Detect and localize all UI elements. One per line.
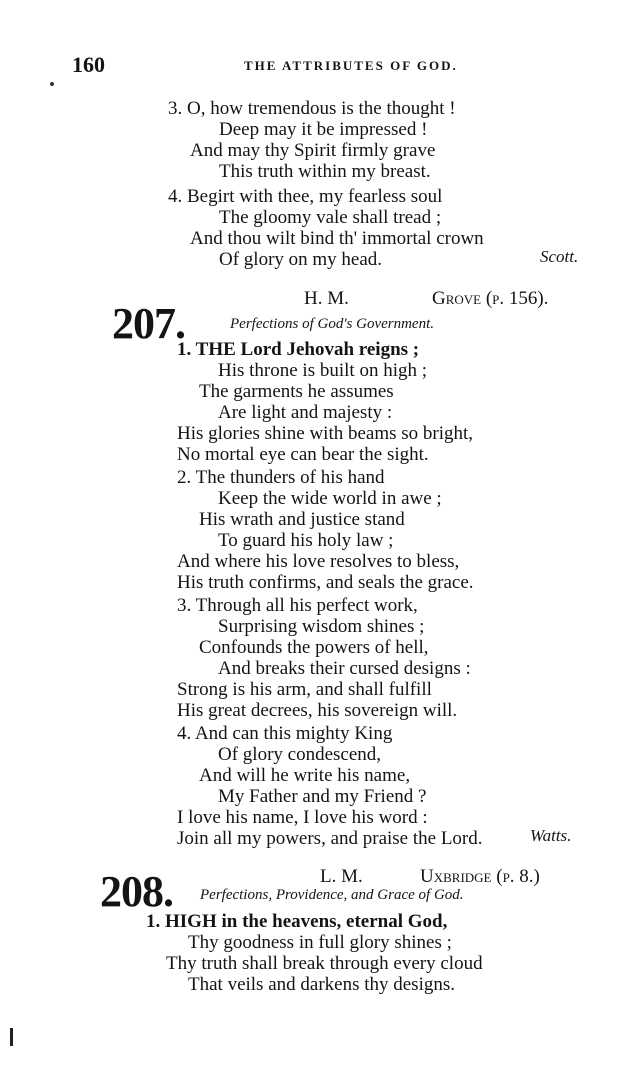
hymn-subtitle: Perfections of God's Government. (230, 316, 435, 332)
hymn-meter: H. M. (304, 288, 349, 309)
margin-mark (10, 1028, 13, 1046)
verse-line: Thy truth shall break through every cloud (166, 953, 483, 974)
hymn-tune: Uxbridge (p. 8.) (420, 866, 540, 887)
author-attribution: Scott. (540, 247, 579, 266)
verse-line: 1. HIGH in the heavens, eternal God, (146, 911, 448, 932)
verse-line: 4. And can this mighty King (177, 723, 393, 744)
verse-line: 3. O, how tremendous is the thought ! (168, 98, 456, 119)
verse-line: 4. Begirt with thee, my fearless soul (168, 186, 443, 207)
hymn-number: 208. (100, 867, 173, 916)
verse-line: My Father and my Friend ? (218, 786, 427, 807)
verse-line: The garments he assumes (199, 381, 394, 402)
verse-line: Of glory on my head. (219, 249, 383, 270)
author-attribution: Watts. (530, 826, 572, 845)
verse-line: I love his name, I love his word : (177, 807, 428, 828)
verse-line: That veils and darkens thy designs. (188, 974, 456, 995)
verse-line: His wrath and justice stand (199, 509, 405, 530)
verse-line: And breaks their cursed designs : (218, 658, 471, 679)
verse-line: Keep the wide world in awe ; (218, 488, 442, 509)
verse-line: Confounds the powers of hell, (199, 637, 429, 658)
verse-line: And where his love resolves to bless, (177, 551, 460, 572)
verse-line: No mortal eye can bear the sight. (177, 444, 429, 465)
verse-line: His throne is built on high ; (218, 360, 427, 381)
verse-line: Thy goodness in full glory shines ; (188, 932, 452, 953)
verse-line: His glories shine with beams so bright, (177, 423, 474, 444)
verse-line: Join all my powers, and praise the Lord. (177, 828, 483, 849)
verse-line: And thou wilt bind th' immortal crown (190, 228, 484, 249)
verse-line: Strong is his arm, and shall fulfill (177, 679, 432, 700)
verse-line: Surprising wisdom shines ; (218, 616, 425, 637)
verse-line: To guard his holy law ; (218, 530, 394, 551)
verse-line: Deep may it be impressed ! (219, 119, 428, 140)
verse-line: The gloomy vale shall tread ; (219, 207, 442, 228)
hymn-meter: L. M. (320, 866, 363, 887)
verse-line: And may thy Spirit firmly grave (190, 140, 436, 161)
verse-line: 3. Through all his perfect work, (177, 595, 418, 616)
hymn-subtitle: Perfections, Providence, and Grace of God. (200, 887, 464, 903)
verse-line: 1. THE Lord Jehovah reigns ; (177, 339, 420, 360)
verse-line: His truth confirms, and seals the grace. (177, 572, 474, 593)
verse-line: This truth within my breast. (219, 161, 431, 182)
margin-dot (50, 82, 54, 86)
verse-line: Of glory condescend, (218, 744, 382, 765)
hymn-number: 207. (112, 299, 185, 348)
verse-line: Are light and majesty : (218, 402, 393, 423)
verse-line: And will he write his name, (199, 765, 411, 786)
page-number: 160 (72, 52, 105, 77)
verse-line: His great decrees, his sovereign will. (177, 700, 458, 721)
running-title: THE ATTRIBUTES OF GOD. (244, 58, 458, 73)
hymn-tune: Grove (p. 156). (432, 288, 549, 309)
verse-line: 2. The thunders of his hand (177, 467, 385, 488)
